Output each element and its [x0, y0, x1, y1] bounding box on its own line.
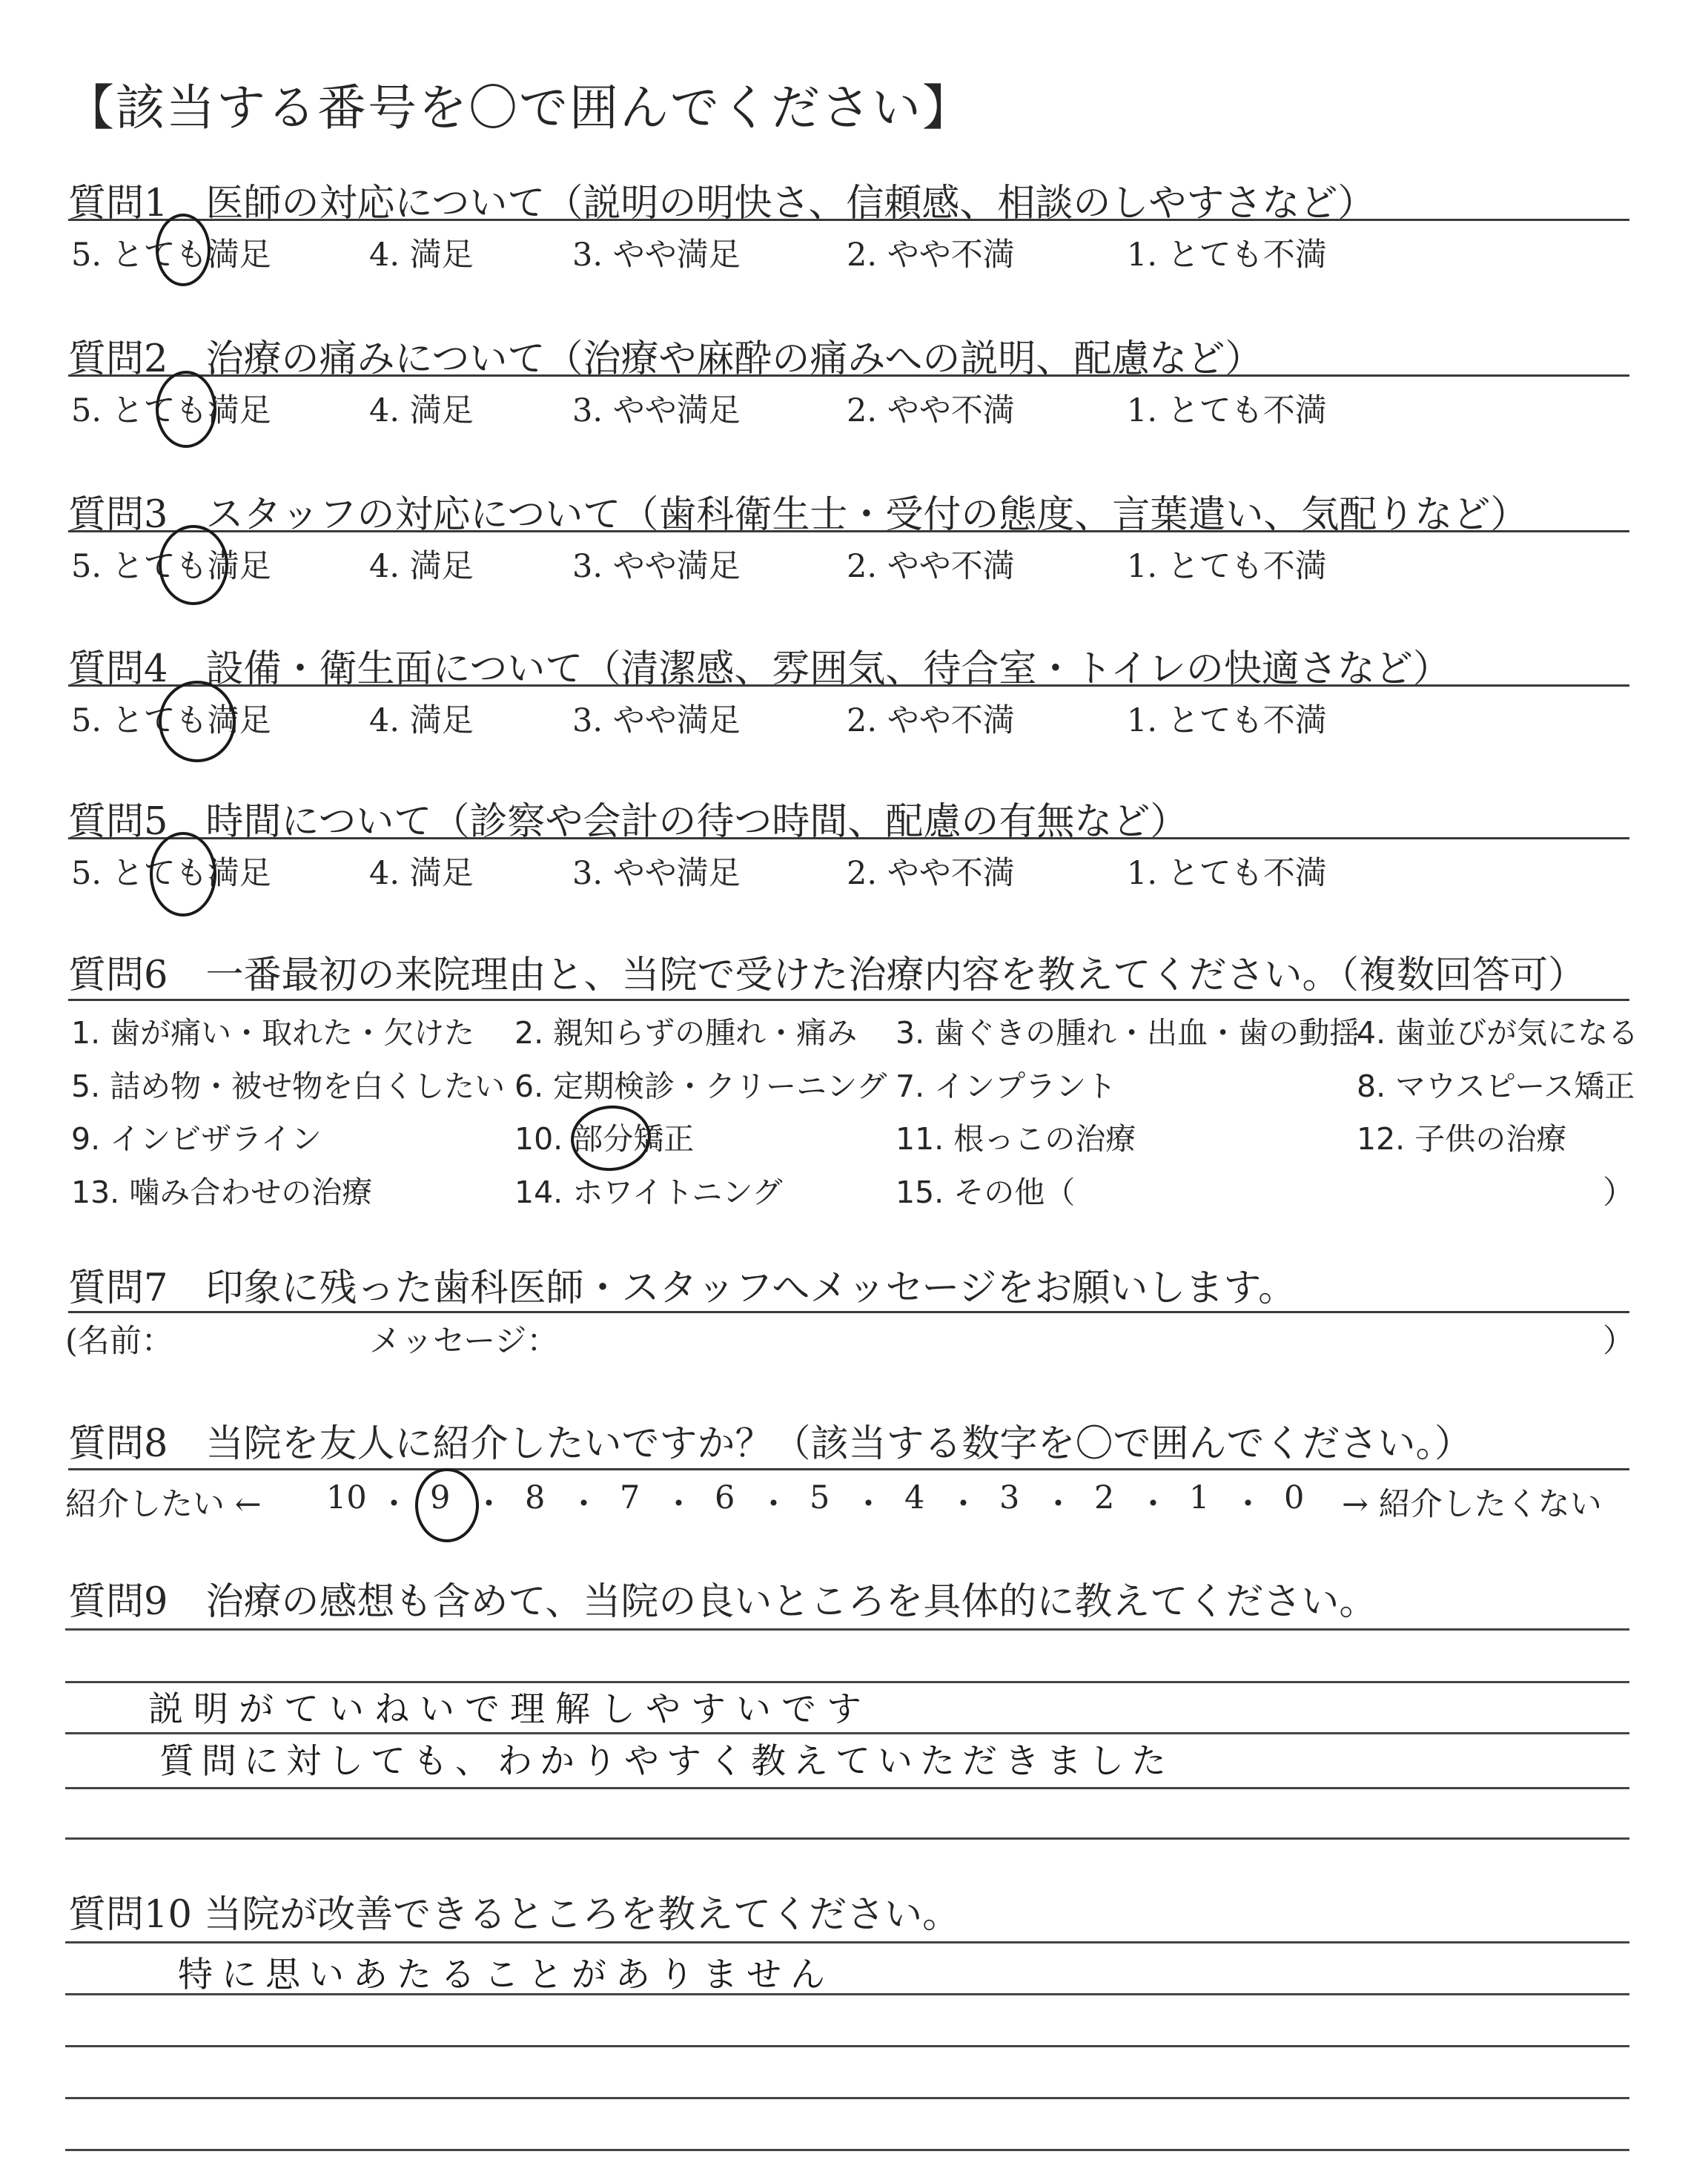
q3-option-5[interactable]: 5. とても満足: [71, 548, 271, 585]
q8-scale-dot: ・: [378, 1486, 410, 1523]
q8-right-label: → 紹介したくない: [1342, 1486, 1602, 1523]
q4-option-5[interactable]: 5. とても満足: [71, 702, 271, 739]
q8-scale-dot: ・: [758, 1486, 790, 1523]
q8-scale-0[interactable]: 0: [1284, 1479, 1305, 1516]
q2-option-2[interactable]: 2. やや不満: [847, 392, 1015, 429]
q9-line-5: [65, 1837, 1629, 1840]
q1-option-4[interactable]: 4. 満足: [369, 237, 474, 274]
q4-option-2[interactable]: 2. やや不満: [847, 702, 1015, 739]
q2-option-5[interactable]: 5. とても満足: [71, 392, 271, 429]
q6-option-11[interactable]: 11. 根っこの治療: [896, 1121, 1136, 1157]
q6-title: 質問6 一番最初の来院理由と、当院で受けた治療内容を教えてください。（複数回答可）: [68, 954, 1586, 997]
q8-scale-dot: ・: [853, 1486, 884, 1523]
q1-option-1[interactable]: 1. とても不満: [1127, 237, 1327, 274]
q5-option-1[interactable]: 1. とても不満: [1127, 855, 1327, 892]
q3-option-3[interactable]: 3. やや満足: [572, 548, 741, 585]
q8-scale-dot: ・: [568, 1486, 600, 1523]
q6-option-5[interactable]: 5. 詰め物・被せ物を白くしたい: [71, 1069, 506, 1104]
q3-answer-circle: [159, 525, 228, 605]
q7-rule: [68, 1311, 1629, 1313]
q8-selected-circle: [415, 1468, 479, 1542]
q8-scale-8[interactable]: 8: [525, 1479, 546, 1516]
q6-option-7[interactable]: 7. インプラント: [896, 1069, 1117, 1104]
q6-option-6[interactable]: 6. 定期検診・クリーニング: [514, 1069, 887, 1104]
q8-scale-dot: ・: [663, 1486, 695, 1523]
q4-rule: [68, 684, 1629, 687]
q3-option-4[interactable]: 4. 満足: [369, 548, 474, 585]
q5-option-2[interactable]: 2. やや不満: [847, 855, 1015, 892]
q3-rule: [68, 530, 1629, 532]
q1-option-3[interactable]: 3. やや満足: [572, 237, 741, 274]
q7-title: 質問7 印象に残った歯科医師・スタッフへメッセージをお願いします。: [68, 1266, 1297, 1310]
q4-option-3[interactable]: 3. やや満足: [572, 702, 741, 739]
q5-answer-circle: [150, 832, 216, 916]
q4-option-1[interactable]: 1. とても不満: [1127, 702, 1327, 739]
q8-left-label: 紹介したい ←: [65, 1486, 262, 1523]
q8-scale-dot: ・: [947, 1486, 979, 1523]
q6-option-3[interactable]: 3. 歯ぐきの腫れ・出血・歯の動揺: [896, 1015, 1360, 1051]
q2-option-3[interactable]: 3. やや満足: [572, 392, 741, 429]
q1-title: 質問1 医師の対応について（説明の明快さ、信頼感、相談のしやすさなど）: [68, 182, 1376, 225]
q5-rule: [68, 837, 1629, 839]
q8-scale-dot: ・: [1042, 1486, 1074, 1523]
q6-option-14[interactable]: 14. ホワイトニング: [514, 1175, 783, 1210]
q5-title: 質問5 時間について（診察や会計の待つ時間、配慮の有無など）: [68, 800, 1188, 844]
q9-answer-line-2: 質問に対しても、わかりやすく教えていただきました: [159, 1741, 1174, 1782]
q6-option-15[interactable]: 15. その他（: [896, 1175, 1076, 1210]
q7-name-label: (名前：: [65, 1323, 173, 1360]
q6-option-8[interactable]: 8. マウスピース矯正: [1357, 1069, 1635, 1104]
q10-line-4: [65, 2097, 1629, 2099]
q8-scale-5[interactable]: 5: [810, 1479, 830, 1516]
q10-line-3: [65, 2045, 1629, 2047]
page-heading: 【該当する番号を〇で囲んでください】: [65, 79, 973, 136]
q1-option-5[interactable]: 5. とても満足: [71, 237, 271, 274]
q8-scale-7[interactable]: 7: [620, 1479, 640, 1516]
q8-scale-6[interactable]: 6: [715, 1479, 735, 1516]
q2-answer-circle: [156, 371, 216, 448]
q8-scale-dot: ・: [473, 1486, 505, 1523]
q9-answer-line-1: 説明がていねいで理解しやすいです: [148, 1689, 872, 1730]
q8-scale-3[interactable]: 3: [999, 1479, 1020, 1516]
q7-close-paren: ）: [1603, 1323, 1635, 1360]
q5-option-3[interactable]: 3. やや満足: [572, 855, 741, 892]
q6-answer-circle: [568, 1102, 655, 1175]
q6-rule: [68, 999, 1629, 1001]
q8-scale-dot: ・: [1137, 1486, 1169, 1523]
q6-option-9[interactable]: 9. インビザライン: [71, 1121, 322, 1157]
q6-option-12[interactable]: 12. 子供の治療: [1357, 1121, 1567, 1157]
q9-line-4: [65, 1787, 1629, 1789]
q6-option-2[interactable]: 2. 親知らずの腫れ・痛み: [514, 1015, 858, 1051]
q8-title: 質問8 当院を友人に紹介したいですか？（該当する数字を〇で囲んでください。）: [68, 1422, 1472, 1466]
q10-line-1: [65, 1941, 1629, 1943]
q4-option-4[interactable]: 4. 満足: [369, 702, 474, 739]
q8-scale-10[interactable]: 10: [326, 1479, 367, 1516]
q9-line-1: [65, 1628, 1629, 1631]
q1-answer-circle: [156, 214, 211, 286]
q2-title: 質問2 治療の痛みについて（治療や麻酔の痛みへの説明、配慮など）: [68, 337, 1263, 381]
q5-option-4[interactable]: 4. 満足: [369, 855, 474, 892]
q2-option-1[interactable]: 1. とても不満: [1127, 392, 1327, 429]
q1-option-2[interactable]: 2. やや不満: [847, 237, 1015, 274]
q3-option-2[interactable]: 2. やや不満: [847, 548, 1015, 585]
q4-answer-circle: [159, 681, 236, 762]
q2-option-4[interactable]: 4. 満足: [369, 392, 474, 429]
q8-scale-4[interactable]: 4: [904, 1479, 925, 1516]
q6-option-4[interactable]: 4. 歯並びが気になる: [1357, 1015, 1639, 1051]
q10-answer-line-1: 特に思いあたることがありません: [178, 1955, 834, 1995]
q5-option-5[interactable]: 5. とても満足: [71, 855, 271, 892]
q6-option-1[interactable]: 1. 歯が痛い・取れた・欠けた: [71, 1015, 475, 1051]
q6-option-10[interactable]: 10. 部分矯正: [514, 1121, 695, 1157]
q8-scale-dot: ・: [1232, 1486, 1264, 1523]
q2-rule: [68, 374, 1629, 377]
q7-message-label: メッセージ：: [369, 1323, 559, 1360]
q9-title: 質問9 治療の感想も含めて、当院の良いところを具体的に教えてください。: [68, 1580, 1377, 1624]
q1-rule: [68, 219, 1629, 221]
q8-scale-2[interactable]: 2: [1094, 1479, 1115, 1516]
q4-title: 質問4 設備・衛生面について（清潔感、雰囲気、待合室・トイレの快適さなど）: [68, 647, 1451, 691]
q10-line-5: [65, 2149, 1629, 2151]
q8-rule: [68, 1468, 1629, 1470]
q6-close-paren: ）: [1603, 1175, 1635, 1212]
q10-title: 質問10 当院が改善できるところを教えてください。: [68, 1893, 961, 1937]
q8-scale-1[interactable]: 1: [1189, 1479, 1210, 1516]
q3-option-1[interactable]: 1. とても不満: [1127, 548, 1327, 585]
q8-scale-9[interactable]: 9: [430, 1479, 451, 1516]
q6-option-13[interactable]: 13. 噛み合わせの治療: [71, 1175, 373, 1210]
q3-title: 質問3 スタッフの対応について（歯科衛生士・受付の態度、言葉遣い、気配りなど）: [68, 493, 1529, 537]
